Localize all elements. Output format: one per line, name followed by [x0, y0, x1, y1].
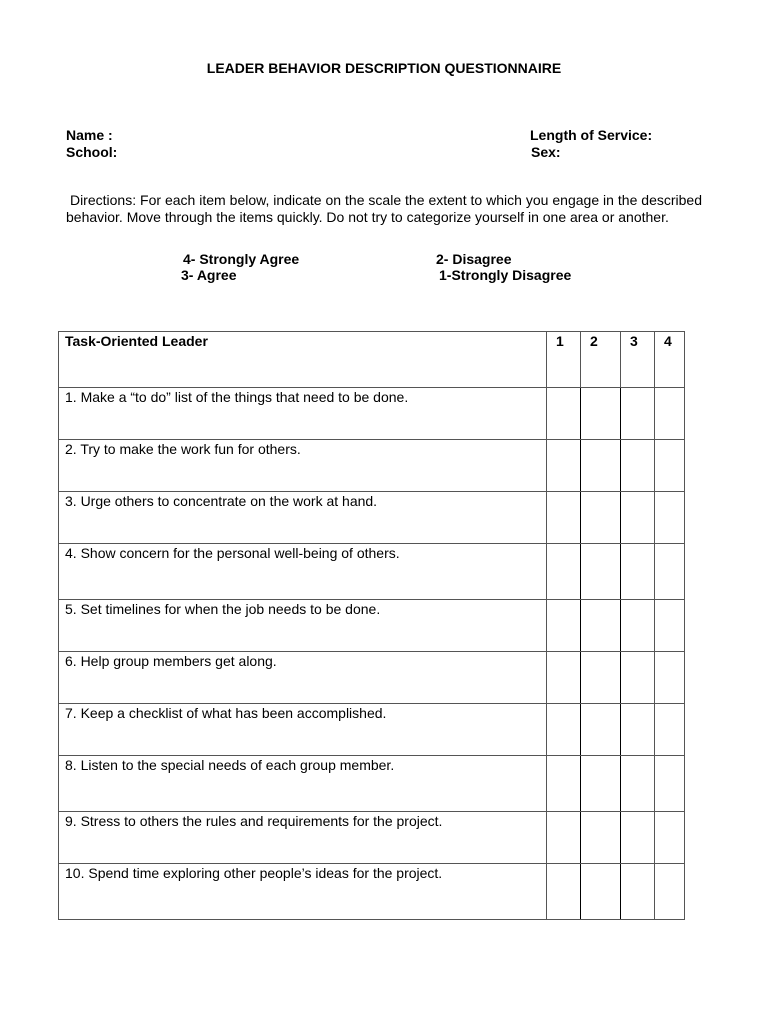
rating-cell-2[interactable] — [581, 544, 621, 600]
rating-cell-3[interactable] — [621, 864, 655, 920]
scale-agree: 3- Agree — [181, 267, 237, 283]
directions-text — [66, 192, 702, 225]
rating-cell-3[interactable] — [621, 600, 655, 652]
rating-cell-4[interactable] — [655, 756, 685, 812]
item-text: 5. Set timelines for when the job needs to be done. — [59, 600, 547, 652]
column-header-2: 2 — [581, 332, 621, 388]
rating-cell-1[interactable] — [547, 492, 581, 544]
rating-cell-1[interactable] — [547, 440, 581, 492]
rating-cell-1[interactable] — [547, 544, 581, 600]
rating-cell-1[interactable] — [547, 756, 581, 812]
table-row — [59, 756, 685, 812]
rating-cell-2[interactable] — [581, 388, 621, 440]
rating-cell-3[interactable] — [621, 812, 655, 864]
rating-cell-3[interactable] — [621, 756, 655, 812]
rating-cell-2[interactable] — [581, 756, 621, 812]
item-text: 8. Listen to the special needs of each group member. — [59, 756, 547, 812]
rating-cell-1[interactable] — [547, 812, 581, 864]
rating-cell-4[interactable] — [655, 440, 685, 492]
item-text: 1. Make a “to do” list of the things that need to be done. — [59, 388, 547, 440]
item-text: 9. Stress to others the rules and requirements for the project. — [59, 812, 547, 864]
rating-cell-2[interactable] — [581, 600, 621, 652]
rating-cell-2[interactable] — [581, 652, 621, 704]
directions-body: Directions: For each item below, indicate on the scale the extent to which you engage in the described behavior. Move through the items quickly. Do not try to categorize yourself in one area or another. — [66, 192, 703, 225]
item-text: 6. Help group members get along. — [59, 652, 547, 704]
table-header-row — [59, 332, 685, 388]
table-row — [59, 652, 685, 704]
column-header-1: 1 — [547, 332, 581, 388]
table-row — [59, 812, 685, 864]
scale-strongly-disagree: 1-Strongly Disagree — [439, 267, 572, 283]
rating-cell-4[interactable] — [655, 652, 685, 704]
table-row — [59, 600, 685, 652]
rating-cell-2[interactable] — [581, 864, 621, 920]
column-header-3: 3 — [621, 332, 655, 388]
table-header-category: Task-Oriented Leader — [59, 332, 547, 388]
questionnaire-table — [58, 331, 685, 920]
rating-cell-4[interactable] — [655, 544, 685, 600]
item-text: 3. Urge others to concentrate on the work at hand. — [59, 492, 547, 544]
item-text: 7. Keep a checklist of what has been accomplished. — [59, 704, 547, 756]
page-title: LEADER BEHAVIOR DESCRIPTION QUESTIONNAIRE — [206, 60, 562, 76]
table-row — [59, 388, 685, 440]
table-row — [59, 544, 685, 600]
name-label: Name : — [66, 127, 113, 143]
rating-cell-2[interactable] — [581, 704, 621, 756]
table-row — [59, 864, 685, 920]
column-header-4: 4 — [655, 332, 685, 388]
rating-cell-3[interactable] — [621, 440, 655, 492]
table-row — [59, 704, 685, 756]
rating-cell-4[interactable] — [655, 704, 685, 756]
sex-label: Sex: — [531, 144, 561, 160]
rating-cell-1[interactable] — [547, 388, 581, 440]
rating-cell-2[interactable] — [581, 812, 621, 864]
item-text: 2. Try to make the work fun for others. — [59, 440, 547, 492]
item-text: 4. Show concern for the personal well-being of others. — [59, 544, 547, 600]
school-label: School: — [66, 144, 118, 160]
table-row — [59, 440, 685, 492]
rating-cell-1[interactable] — [547, 704, 581, 756]
rating-cell-4[interactable] — [655, 812, 685, 864]
item-text: 10. Spend time exploring other people’s ideas for the project. — [59, 864, 547, 920]
rating-cell-4[interactable] — [655, 492, 685, 544]
scale-strongly-agree: 4- Strongly Agree — [183, 251, 300, 267]
length-of-service-label: Length of Service: — [530, 127, 653, 143]
rating-cell-3[interactable] — [621, 544, 655, 600]
rating-cell-1[interactable] — [547, 652, 581, 704]
rating-cell-4[interactable] — [655, 864, 685, 920]
table-row — [59, 492, 685, 544]
rating-cell-3[interactable] — [621, 704, 655, 756]
rating-cell-4[interactable] — [655, 388, 685, 440]
rating-cell-4[interactable] — [655, 600, 685, 652]
rating-cell-2[interactable] — [581, 440, 621, 492]
rating-cell-3[interactable] — [621, 492, 655, 544]
rating-cell-1[interactable] — [547, 600, 581, 652]
rating-cell-2[interactable] — [581, 492, 621, 544]
rating-cell-3[interactable] — [621, 388, 655, 440]
scale-disagree: 2- Disagree — [436, 251, 512, 267]
rating-cell-1[interactable] — [547, 864, 581, 920]
rating-cell-3[interactable] — [621, 652, 655, 704]
